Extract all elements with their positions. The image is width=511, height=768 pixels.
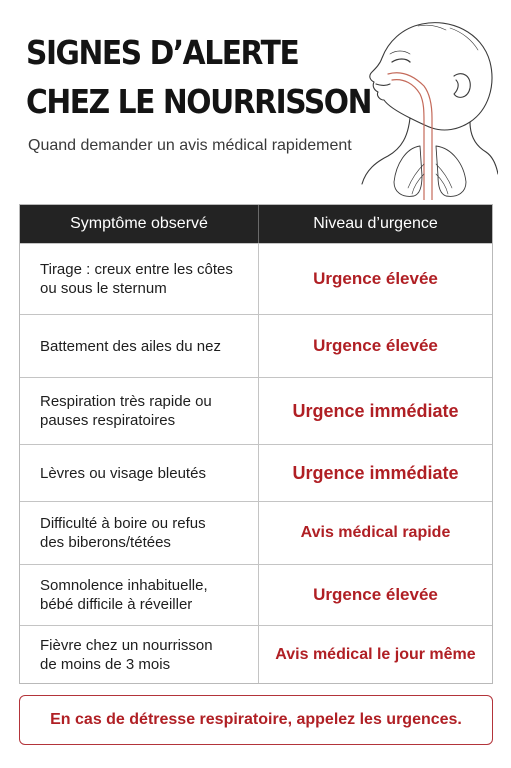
symptom-line: bébé difficile à réveiller <box>40 596 193 613</box>
symptom-line: Difficulté à boire ou refus <box>40 515 206 532</box>
symptom-cell <box>20 244 259 314</box>
table-header <box>20 205 492 243</box>
emergency-warning-box <box>19 695 493 745</box>
symptom-line: Tirage : creux entre les côtes <box>40 261 233 278</box>
symptom-line: pauses respiratoires <box>40 412 176 429</box>
symptom-line: des biberons/tétées <box>40 534 171 551</box>
urgency-cell: Avis médical rapide <box>300 524 451 541</box>
page-title <box>26 28 371 126</box>
title-line-1: SIGNES D’ALERTE <box>26 33 299 72</box>
symptom-line: de moins de 3 mois <box>40 655 171 673</box>
table-row <box>20 625 492 683</box>
urgency-cell: Urgence élevée <box>313 336 438 355</box>
table-row <box>20 501 492 564</box>
urgency-cell: Urgence immédiate <box>292 462 459 483</box>
table-row <box>20 314 492 377</box>
symptom-cell <box>20 315 259 377</box>
symptom-line: Respiration très rapide ou <box>40 393 212 410</box>
symptom-cell <box>20 445 259 501</box>
table-row <box>20 444 492 501</box>
symptom-table <box>19 204 493 684</box>
header-symptom: Symptôme observé <box>20 205 259 243</box>
table-row <box>20 564 492 625</box>
emergency-warning-text: En cas de détresse respiratoire, appelez les urgences. <box>50 711 462 728</box>
title-line-2: CHEZ LE NOURRISSON <box>26 82 372 121</box>
symptom-cell <box>20 502 259 564</box>
symptom-cell <box>20 378 259 444</box>
urgency-cell: Urgence élevée <box>313 269 438 288</box>
urgency-cell: Urgence élevée <box>313 585 438 604</box>
baby-anatomy-illustration-icon <box>358 14 498 200</box>
subtitle: Quand demander un avis médical rapidement <box>28 137 352 154</box>
symptom-line: Somnolence inhabituelle, <box>40 577 208 594</box>
header-urgency: Niveau d’urgence <box>313 215 438 232</box>
table-row <box>20 243 492 314</box>
symptom-cell <box>20 626 259 683</box>
urgency-cell: Avis médical le jour même <box>275 645 476 663</box>
table-row <box>20 377 492 444</box>
symptom-line: ou sous le sternum <box>40 280 167 297</box>
symptom-line: Lèvres ou visage bleutés <box>40 464 206 482</box>
symptom-cell <box>20 565 259 625</box>
urgency-cell: Urgence immédiate <box>292 400 459 421</box>
symptom-line: Fièvre chez un nourrisson <box>40 636 213 654</box>
symptom-line: Battement des ailes du nez <box>40 337 221 355</box>
